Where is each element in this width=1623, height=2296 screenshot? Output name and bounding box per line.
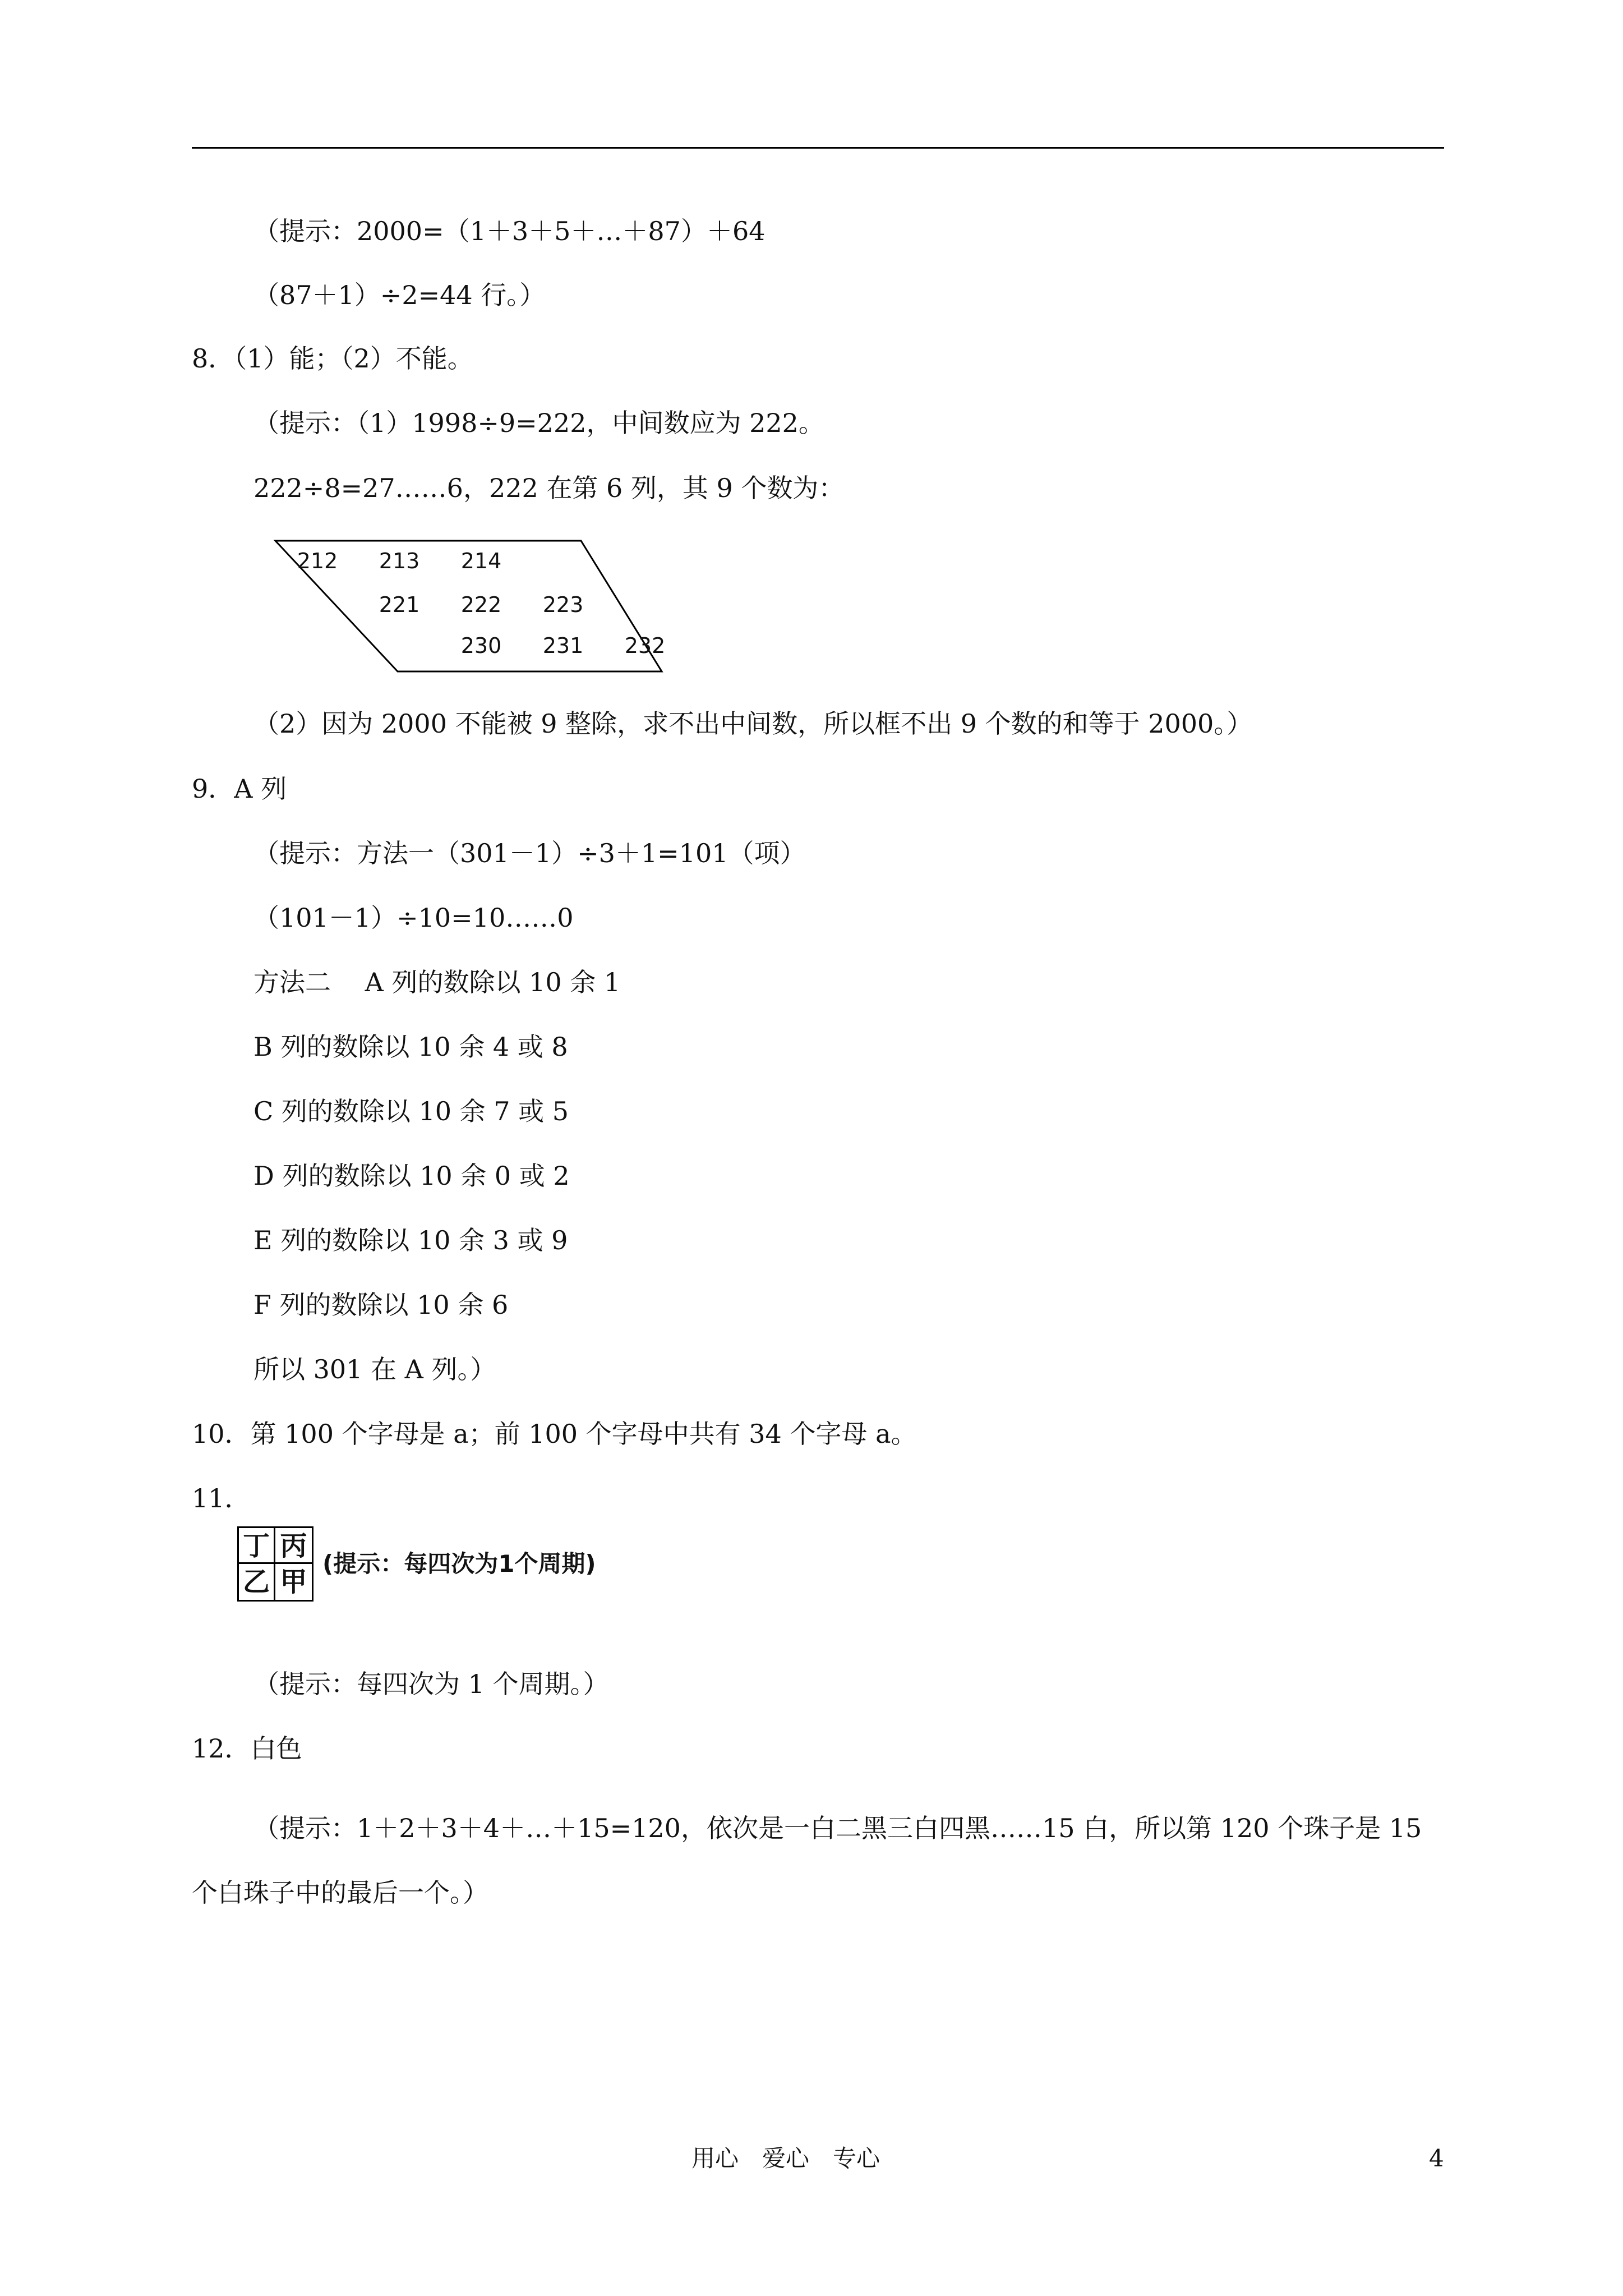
q12-hint: （提示：1＋2＋3＋4＋…＋15=120，依次是一白二黑三白四黑……15 白，所以第 120 个珠子是 15 个白珠子中的最后一个。） [192,1813,1422,1908]
number-222: 222 [460,592,502,617]
q9-column-d: D 列的数除以 10 余 0 或 2 [253,1161,570,1191]
number-221: 221 [379,592,420,617]
q7-hint-line-1: （提示：2000=（1＋3＋5＋…＋87）＋64 [253,216,766,246]
q7-hint-line-2: （87＋1）÷2=44 行。） [253,280,546,310]
q9-column-c: C 列的数除以 10 余 7 或 5 [253,1096,569,1126]
q9-hint-line-2: （101－1）÷10=10……0 [253,903,574,933]
q9-answer: 9．A 列 [192,774,287,804]
number-230: 230 [460,633,502,658]
q9-column-e: E 列的数除以 10 余 3 或 9 [253,1225,568,1255]
q9-column-f: F 列的数除以 10 余 6 [253,1290,509,1320]
footer-motto: 用心 爱心 专心 [691,2145,880,2172]
grid-hint-note: (提示：每四次为1个周期) [322,1550,596,1577]
q11-hint: （提示：每四次为 1 个周期。） [253,1669,609,1699]
q8-hint-line-1: （提示：（1）1998÷9=222，中间数应为 222。 [253,408,824,438]
page-number: 4 [1429,2145,1444,2172]
number-212: 212 [297,549,338,573]
q9-method-2: 方法二 A 列的数除以 10 余 1 [253,967,621,997]
header-rule [192,147,1444,149]
number-231: 231 [542,633,584,658]
rotation-grid [237,1526,313,1602]
q10-answer: 10．第 100 个字母是 a；前 100 个字母中共有 34 个字母 a。 [192,1419,917,1449]
q12-answer: 12．白色 [192,1733,302,1764]
q8-hint-line-3: （2）因为 2000 不能被 9 整除，求不出中间数，所以框不出 9 个数的和等于 2000。） [253,708,1253,739]
number-213: 213 [379,549,420,573]
grid-cell-bottom-right: 甲 [280,1566,307,1598]
q9-column-b: B 列的数除以 10 余 4 或 8 [253,1032,568,1062]
number-232: 232 [624,633,666,658]
grid-cell-top-right: 丙 [275,1528,312,1564]
number-214: 214 [460,549,502,573]
q8-answer: 8．（1）能；（2）不能。 [192,343,473,374]
number-223: 223 [542,592,584,617]
q9-hint-line-1: （提示：方法一（301－1）÷3＋1=101（项） [253,838,806,868]
q8-hint-line-2: 222÷8=27……6，222 在第 6 列，其 9 个数为： [253,473,845,503]
grid-cell-bottom-left: 乙 [239,1564,275,1600]
parallelogram-figure [269,536,667,682]
q9-conclusion: 所以 301 在 A 列。） [253,1354,496,1384]
grid-cell-top-left: 丁 [239,1528,275,1564]
q11-number: 11． [192,1483,251,1513]
